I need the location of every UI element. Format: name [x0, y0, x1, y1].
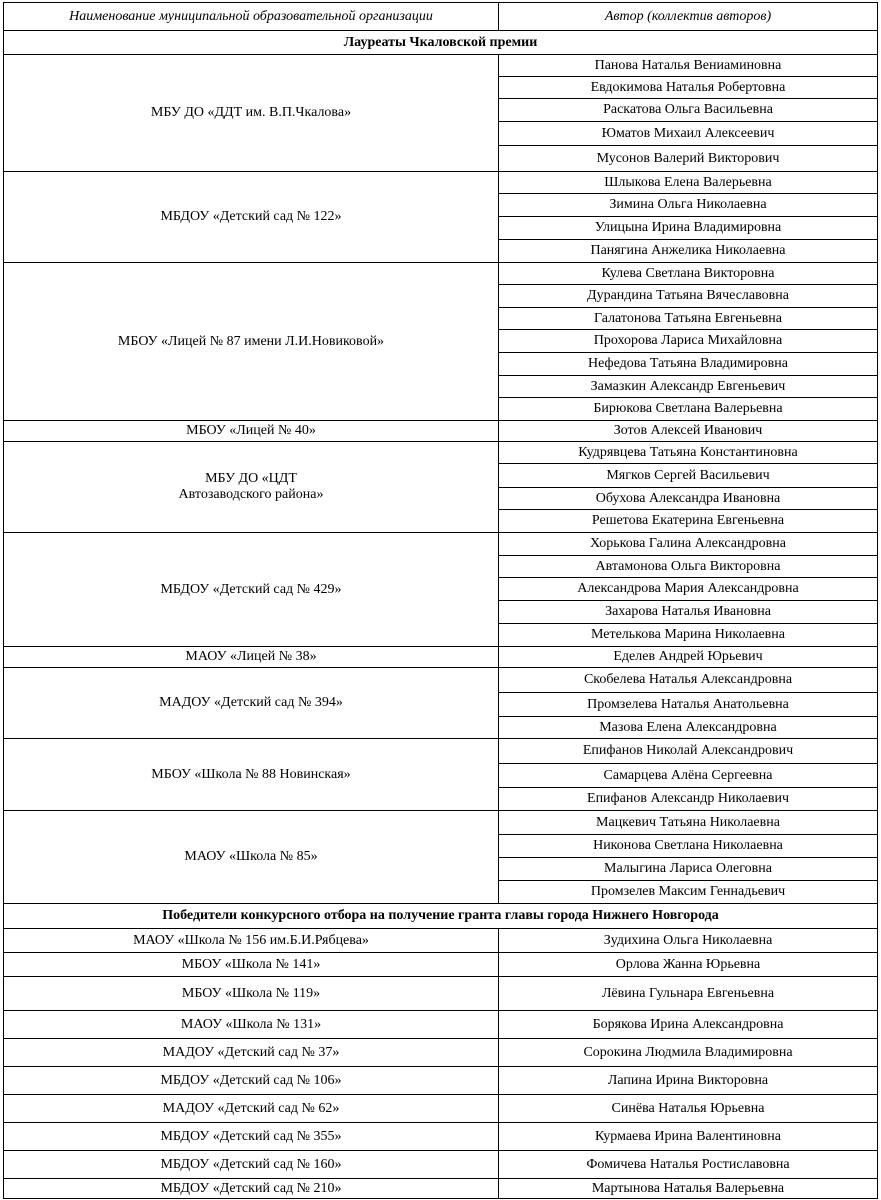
table-row [4, 1067, 878, 1095]
author-cell: Улицына Ирина Владимировна [499, 217, 878, 240]
author-cell: Борякова Ирина Александровна [499, 1011, 878, 1039]
header-org: Наименование муниципальной образовательной организации [4, 3, 499, 31]
org-cell: МАОУ «Лицей № 38» [4, 647, 499, 668]
org-cell: МБОУ «Лицей № 87 имени Л.И.Новиковой» [4, 263, 499, 421]
author-cell: Кулева Светлана Викторовна [499, 263, 878, 285]
author-cell: Промзелева Наталья Анатольевна [499, 693, 878, 717]
table-row [4, 929, 878, 953]
org-line: МБУ ДО «ЦДТ [205, 471, 297, 486]
table-row [4, 55, 878, 77]
author-cell: Шлыкова Елена Валерьевна [499, 172, 878, 194]
org-cell: МБОУ «Школа № 88 Новинская» [4, 739, 499, 811]
table-row [4, 1123, 878, 1151]
table-row [4, 811, 878, 835]
org-cell: МАДОУ «Детский сад № 37» [4, 1039, 499, 1067]
author-cell: Еделев Андрей Юрьевич [499, 647, 878, 668]
header-author: Автор (коллектив авторов) [499, 3, 878, 31]
author-cell: Епифанов Александр Николаевич [499, 788, 878, 811]
author-cell: Автамонова Ольга Викторовна [499, 556, 878, 578]
author-cell: Хорькова Галина Александровна [499, 533, 878, 556]
author-cell: Прохорова Лариса Михайловна [499, 330, 878, 353]
table-row [4, 647, 878, 668]
author-cell: Малыгина Лариса Олеговна [499, 858, 878, 881]
author-cell: Синёва Наталья Юрьевна [499, 1095, 878, 1123]
table-row [4, 172, 878, 194]
author-cell: Раскатова Ольга Васильевна [499, 99, 878, 122]
org-cell: МАОУ «Школа № 85» [4, 811, 499, 904]
author-cell: Курмаева Ирина Валентиновна [499, 1123, 878, 1151]
author-cell: Нефедова Татьяна Владимировна [499, 353, 878, 376]
author-cell: Мягков Сергей Васильевич [499, 464, 878, 488]
table-body [4, 31, 878, 1199]
section-row [4, 31, 878, 55]
org-cell: МБУ ДО «ДДТ им. В.П.Чкалова» [4, 55, 499, 172]
author-cell: Александрова Мария Александровна [499, 578, 878, 601]
author-cell: Самарцева Алёна Сергеевна [499, 764, 878, 788]
author-cell: Фомичева Наталья Ростиславовна [499, 1151, 878, 1179]
table-row [4, 1011, 878, 1039]
table-row [4, 533, 878, 556]
org-cell: МБДОУ «Детский сад № 106» [4, 1067, 499, 1095]
author-cell: Мацкевич Татьяна Николаевна [499, 811, 878, 835]
author-cell: Панова Наталья Вениаминовна [499, 55, 878, 77]
table-row [4, 442, 878, 464]
table-row [4, 263, 878, 285]
org-cell: МАДОУ «Детский сад № 394» [4, 668, 499, 739]
author-cell: Мартынова Наталья Валерьевна [499, 1179, 878, 1199]
org-cell: МБДОУ «Детский сад № 355» [4, 1123, 499, 1151]
table-row [4, 977, 878, 1011]
section-title: Победители конкурсного отбора на получение гранта главы города Нижнего Новгорода [4, 904, 878, 929]
org-cell: МБОУ «Школа № 119» [4, 977, 499, 1011]
author-cell: Орлова Жанна Юрьевна [499, 953, 878, 977]
author-cell: Обухова Александра Ивановна [499, 488, 878, 510]
org-cell: МБДОУ «Детский сад № 429» [4, 533, 499, 647]
author-cell: Промзелев Максим Геннадьевич [499, 881, 878, 904]
table-row [4, 1039, 878, 1067]
org-cell: МБДОУ «Детский сад № 210» [4, 1179, 499, 1199]
author-cell: Кудрявцева Татьяна Константиновна [499, 442, 878, 464]
org-cell: МБДОУ «Детский сад № 160» [4, 1151, 499, 1179]
author-cell: Зотов Алексей Иванович [499, 421, 878, 442]
org-cell: МАДОУ «Детский сад № 62» [4, 1095, 499, 1123]
header-row [4, 3, 878, 31]
author-cell: Решетова Екатерина Евгеньевна [499, 510, 878, 533]
table-row [4, 1095, 878, 1123]
author-cell: Бирюкова Светлана Валерьевна [499, 398, 878, 421]
table-row [4, 421, 878, 442]
table-row [4, 668, 878, 693]
author-cell: Захарова Наталья Ивановна [499, 601, 878, 624]
author-cell: Метелькова Марина Николаевна [499, 624, 878, 647]
author-cell: Евдокимова Наталья Робертовна [499, 77, 878, 99]
org-cell: МАОУ «Школа № 131» [4, 1011, 499, 1039]
author-cell: Мусонов Валерий Викторович [499, 146, 878, 172]
author-cell: Мазова Елена Александровна [499, 717, 878, 739]
award-table [3, 2, 878, 1199]
section-row [4, 904, 878, 929]
author-cell: Лапина Ирина Викторовна [499, 1067, 878, 1095]
org-cell: МБОУ «Школа № 141» [4, 953, 499, 977]
author-cell: Замазкин Александр Евгеньевич [499, 376, 878, 398]
table-row [4, 1179, 878, 1199]
org-cell: МБОУ «Лицей № 40» [4, 421, 499, 442]
author-cell: Епифанов Николай Александрович [499, 739, 878, 764]
author-cell: Дурандина Татьяна Вячеславовна [499, 285, 878, 308]
author-cell: Галатонова Татьяна Евгеньевна [499, 308, 878, 330]
author-cell: Лёвина Гульнара Евгеньевна [499, 977, 878, 1011]
author-cell: Никонова Светлана Николаевна [499, 835, 878, 858]
table-row [4, 739, 878, 764]
table-row [4, 953, 878, 977]
author-cell: Зудихина Ольга Николаевна [499, 929, 878, 953]
org-cell: МАОУ «Школа № 156 им.Б.И.Рябцева» [4, 929, 499, 953]
author-cell: Сорокина Людмила Владимировна [499, 1039, 878, 1067]
author-cell: Зимина Ольга Николаевна [499, 194, 878, 217]
org-cell [4, 442, 499, 533]
table-row [4, 1151, 878, 1179]
author-cell: Юматов Михаил Алексеевич [499, 122, 878, 146]
section-title: Лауреаты Чкаловской премии [4, 31, 878, 55]
org-line: Автозаводского района» [178, 487, 324, 502]
author-cell: Скобелева Наталья Александровна [499, 668, 878, 693]
org-cell: МБДОУ «Детский сад № 122» [4, 172, 499, 263]
author-cell: Панягина Анжелика Николаевна [499, 240, 878, 263]
